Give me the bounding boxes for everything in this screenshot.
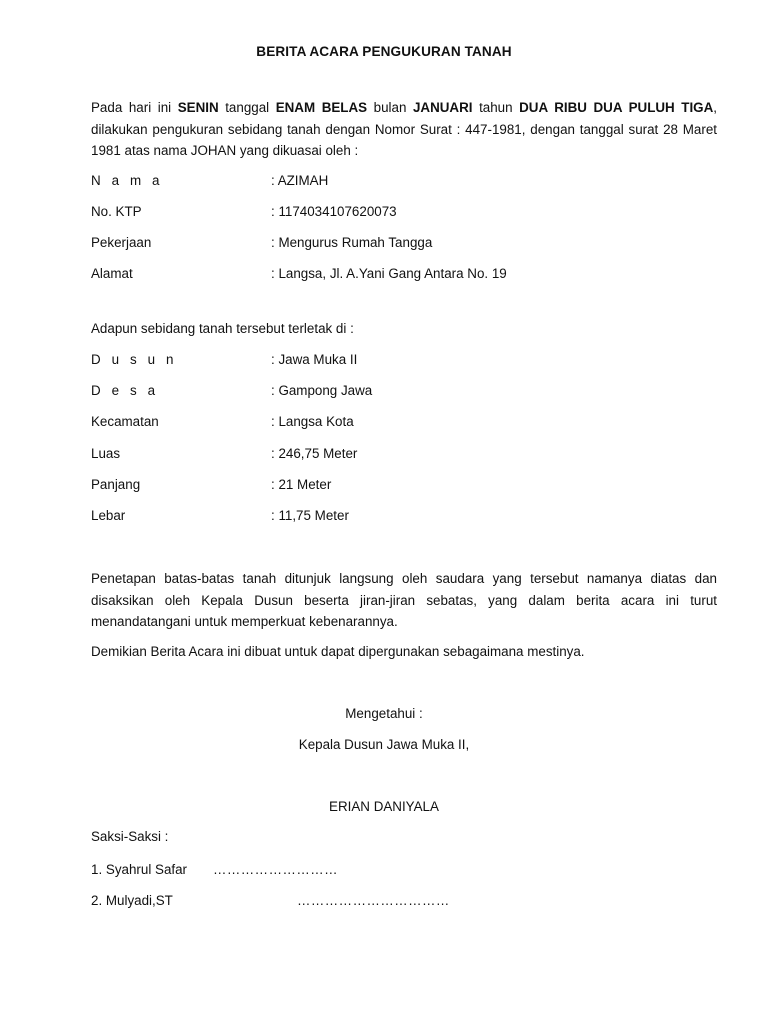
luas-value: : 246,75 Meter [271,446,358,461]
location-intro-text: Adapun sebidang tanah tersebut terletak di : [91,321,354,336]
intro-text-5: , dilakukan pengukuran sebidang tanah dengan Nomor Surat : 447-1981, dengan tanggal surat 28 Maret 1981 atas nama JOHAN yang dikuasai oleh : [91,100,717,158]
lebar-value: : 11,75 Meter [271,508,349,523]
owner-address-value: : Langsa, Jl. A.Yani Gang Antara No. 19 [271,266,507,281]
owner-name-value: : AZIMAH [271,173,329,188]
acknowledged-label: Mengetahui : [345,706,423,721]
desa-value: : Gampong Jawa [271,383,373,398]
owner-ktp-label: No. KTP [91,204,142,219]
witness-row-1 [91,862,339,877]
witness-row-2 [91,893,450,908]
owner-job-value: : Mengurus Rumah Tangga [271,235,433,250]
owner-job-label: Pekerjaan [91,235,152,250]
intro-text-3: bulan [367,100,413,115]
intro-text-4: tahun [472,100,520,115]
document-title: BERITA ACARA PENGUKURAN TANAH [256,44,512,59]
owner-row-name [91,172,717,190]
location-row-desa [91,382,717,400]
intro-text-1: Pada hari ini [91,100,178,115]
location-row-panjang [91,476,717,494]
kecamatan-value: : Langsa Kota [271,414,354,429]
owner-ktp-value: : 1174034107620073 [271,204,397,219]
owner-address-label: Alamat [91,266,133,281]
desa-label: D e s a [91,383,159,398]
witness-1-signature-line: ……………………… [213,862,339,877]
official-title: Kepala Dusun Jawa Muka II, [298,737,470,752]
location-row-kecamatan [91,413,717,431]
witness-1-name: 1. Syahrul Safar [91,862,188,877]
intro-date: ENAM BELAS [275,100,368,115]
location-intro [91,320,717,338]
dusun-value: : Jawa Muka II [271,352,358,367]
location-row-dusun [91,351,717,369]
location-row-lebar [91,507,717,525]
dusun-label: D u s u n [91,352,177,367]
owner-row-ktp [91,203,717,221]
owner-row-job [91,234,717,252]
closing-text: Demikian Berita Acara ini dibuat untuk dapat dipergunakan sebagaimana mestinya. [91,644,585,659]
owner-name-label: N a m a [91,173,164,188]
intro-day: SENIN [177,100,219,115]
closing-line [91,643,717,661]
intro-year: DUA RIBU DUA PULUH TIGA [519,100,714,115]
kecamatan-label: Kecamatan [91,414,159,429]
luas-label: Luas [91,446,121,461]
witness-2-name: 2. Mulyadi,ST [91,893,173,908]
panjang-value: : 21 Meter [271,477,332,492]
intro-text-2: tanggal [218,100,276,115]
location-row-luas [91,445,717,463]
intro-paragraph [91,97,717,162]
panjang-label: Panjang [91,477,141,492]
witness-2-signature-line: …………………………… [297,893,450,908]
witness-heading: Saksi-Saksi : [91,829,169,844]
lebar-label: Lebar [91,508,126,523]
official-name: ERIAN DANIYALA [329,799,439,814]
intro-month: JANUARI [412,100,473,115]
owner-row-address [91,265,717,283]
boundary-paragraph: Penetapan batas-batas tanah ditunjuk langsung oleh saudara yang tersebut namanya diatas dan disaksikan oleh Kepala Dusun beserta jiran-jiran sebatas, yang dalam berita acara ini turut menandatangani untuk memperkuat kebenarannya. [91,571,717,629]
